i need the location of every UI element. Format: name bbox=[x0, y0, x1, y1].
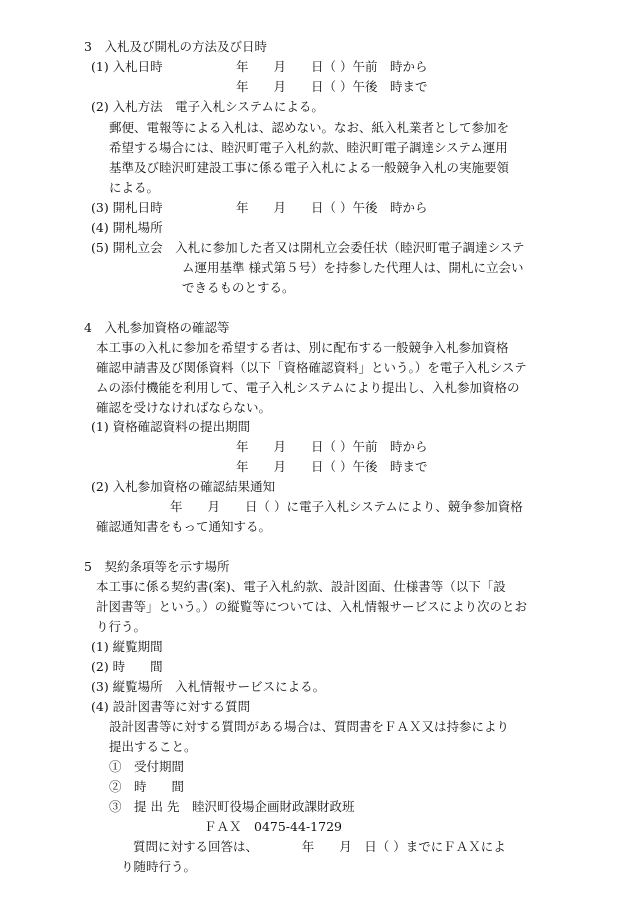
item-5-2-label: (2) 時 間 bbox=[91, 659, 163, 674]
fax-number: ＦＡＸ 0475-44-1729 bbox=[204, 819, 342, 834]
paragraph-line: り行う。 bbox=[96, 619, 147, 634]
bid-date-from: 年 月 日（ ）午前 時から bbox=[236, 59, 428, 74]
paragraph-line: できるものとする。 bbox=[182, 280, 295, 295]
paragraph-line: 基準及び睦沢町建設工事に係る電子入札による一般競争入札の実施要領 bbox=[109, 160, 510, 175]
paragraph-line: 本工事に係る契約書(案)、電子入札約款、設計図面、仕様書等（以下「設 bbox=[96, 579, 506, 594]
paragraph-line: による。 bbox=[109, 180, 160, 195]
paragraph-line: ム運用基準 様式第５号）を持参した代理人は、開札に立会い bbox=[182, 260, 524, 275]
item-3-1-label: (1) 入札日時 bbox=[91, 59, 163, 74]
item-3-5-label: (5) 開札立会 入札に参加した者又は開札立会委任状（睦沢町電子調達システ bbox=[91, 240, 525, 255]
item-3-3-label: (3) 開札日時 bbox=[91, 200, 163, 215]
paragraph-line: 本工事の入札に参加を希望する者は、別に配布する一般競争入札参加資格 bbox=[96, 340, 509, 355]
section-3-heading: 3 入札及び開札の方法及び日時 bbox=[84, 39, 267, 54]
paragraph-line: 質問に対する回答は、 年 月 日（ ）までにＦＡＸによ bbox=[133, 839, 506, 854]
section-5-heading: 5 契約条項等を示す場所 bbox=[84, 559, 230, 574]
item-5-1-label: (1) 縦覧期間 bbox=[91, 639, 163, 654]
item-3-4-label: (4) 開札場所 bbox=[91, 220, 163, 235]
item-4-2-label: (2) 入札参加資格の確認結果通知 bbox=[91, 479, 276, 494]
item-5-4-label: (4) 設計図書等に対する質問 bbox=[91, 699, 251, 714]
item-4-1-label: (1) 資格確認資料の提出期間 bbox=[91, 419, 251, 434]
paragraph-line: 郵便、電報等による入札は、認めない。なお、紙入札業者として参加を bbox=[109, 120, 510, 135]
subitem-2: ② 時 間 bbox=[109, 779, 185, 794]
item-5-3-label: (3) 縦覧場所 入札情報サービスによる。 bbox=[91, 679, 326, 694]
section-4-heading: 4 入札参加資格の確認等 bbox=[84, 320, 230, 335]
paragraph-line: 設計図書等に対する質問がある場合は、質問書をＦＡＸ又は持参により bbox=[109, 719, 510, 734]
paragraph-line: ムの添付機能を利用して、電子入札システムにより提出し、入札参加資格の bbox=[96, 380, 520, 395]
notification-date: 年 月 日（ ）に電子入札システムにより、競争参加資格 bbox=[170, 499, 523, 514]
paragraph-line: 確認を受けなければならない。 bbox=[96, 400, 272, 415]
subitem-3: ③ 提 出 先 睦沢町役場企画財政課財政班 bbox=[109, 799, 355, 814]
paragraph-line: 計図書等」という。）の縦覧等については、入札情報サービスにより次のとお bbox=[96, 599, 528, 614]
opening-date: 年 月 日（ ）午後 時から bbox=[236, 200, 428, 215]
paragraph-line: 提出すること。 bbox=[109, 739, 197, 754]
paragraph-line: り随時行う。 bbox=[121, 859, 197, 874]
submission-date-from: 年 月 日（ ）午前 時から bbox=[236, 439, 428, 454]
submission-date-to: 年 月 日（ ）午後 時まで bbox=[236, 459, 428, 474]
item-3-2-label: (2) 入札方法 電子入札システムによる。 bbox=[91, 99, 324, 114]
bid-date-to: 年 月 日（ ）午後 時まで bbox=[236, 79, 428, 94]
paragraph-line: 希望する場合には、睦沢町電子入札約款、睦沢町電子調達システム運用 bbox=[109, 140, 508, 155]
subitem-1: ① 受付期間 bbox=[109, 759, 185, 774]
paragraph-line: 確認通知書をもって通知する。 bbox=[96, 519, 272, 534]
paragraph-line: 確認申請書及び関係資料（以下「資格確認資料」という。）を電子入札システ bbox=[96, 360, 527, 375]
